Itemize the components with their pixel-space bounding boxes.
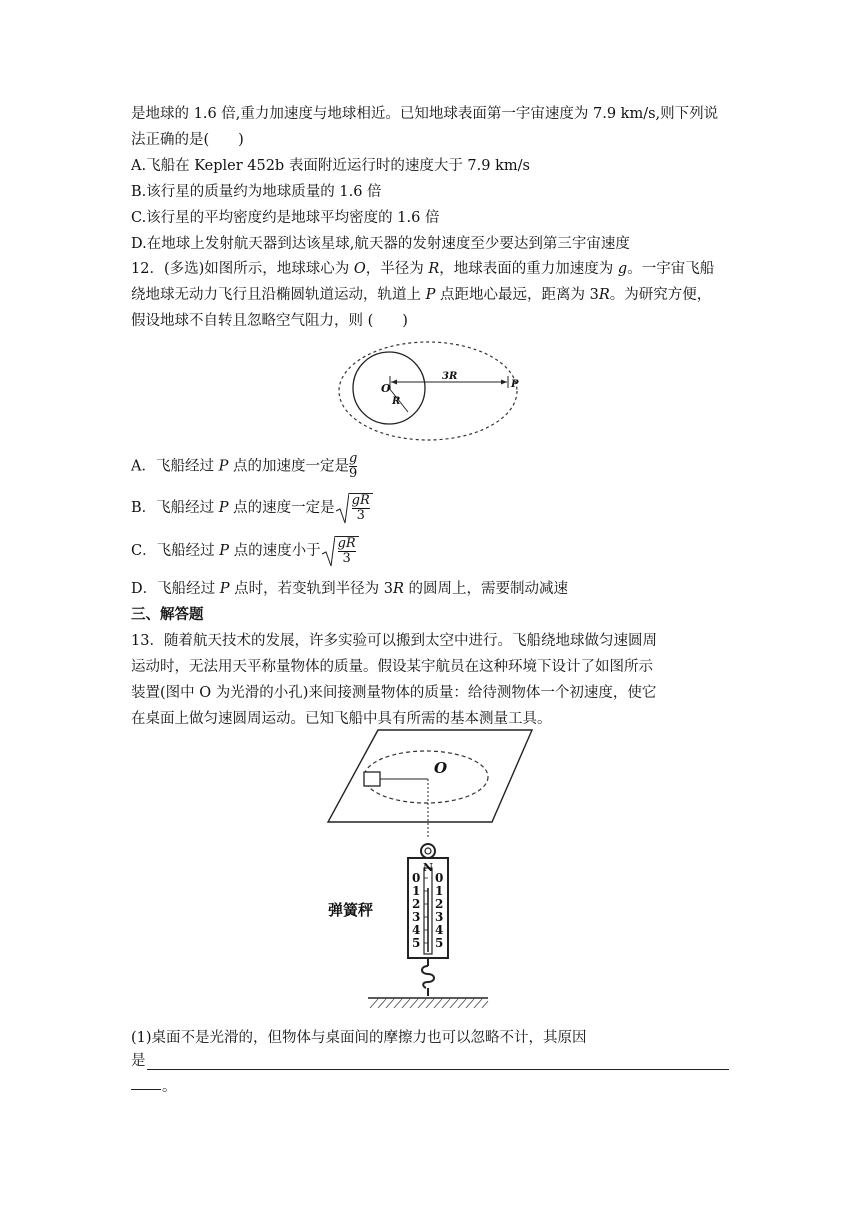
label-R: R <box>392 396 401 407</box>
q11-option-d: D.在地球上发射航天器到达该星球,航天器的发射速度至少要达到第三宇宙速度 <box>131 236 630 252</box>
scale-number: 4 <box>412 923 421 937</box>
q13-sub1-line-1: (1)桌面不是光滑的，但物体与桌面间的摩擦力也可以忽略不计，其原因 <box>131 1030 587 1046</box>
q11-stem-line-2: 法正确的是( ) <box>131 132 244 148</box>
scale-number: 5 <box>412 936 421 950</box>
q11-option-b: B.该行星的质量约为地球质量的 1.6 倍 <box>131 184 382 200</box>
answer-blank-line-1[interactable] <box>147 1069 729 1070</box>
scale-number: 5 <box>435 936 444 950</box>
scale-number: 0 <box>412 871 421 885</box>
scale-number: 2 <box>412 897 421 911</box>
object-block <box>364 772 380 786</box>
scale-number: 4 <box>435 923 444 937</box>
elliptical-orbit <box>339 342 517 440</box>
q13-stem-line-2: 运动时，无法用天平称量物体的质量。假设某宇航员在这种环境下设计了如图所示 <box>131 659 653 675</box>
q12-option-b: B．飞船经过 P 点的速度一定是 $\frac{gR}{3}$ <box>131 492 373 528</box>
scale-number: 0 <box>435 871 444 885</box>
q12-option-c: C．飞船经过 P 点的速度小于 $\frac{gR}{3}$ <box>131 535 359 571</box>
scale-numbers-left <box>412 871 420 950</box>
spring-scale-label: 弹簧秤 <box>328 901 374 919</box>
sqrt-gR-over-3: $\frac{gR}{3}$ <box>321 535 359 567</box>
spring-scale-figure <box>320 728 540 1018</box>
scale-hook <box>422 966 434 988</box>
arrow-head-left <box>391 380 397 385</box>
orbit-figure <box>336 340 536 445</box>
q11-option-c: C.该行星的平均密度约是地球平均密度的 1.6 倍 <box>131 210 440 226</box>
answer-blank-line-2[interactable] <box>131 1089 161 1090</box>
q13-stem-line-1: 13．随着航天技术的发展，许多实验可以搬到太空中进行。飞船绕地球做匀速圆周 <box>131 633 657 649</box>
label-O: O <box>381 382 391 395</box>
scale-number: 3 <box>412 910 421 924</box>
q12-stem-line-1: 12．(多选)如图所示，地球球心为 O，半径为 R，地球表面的重力加速度为 g。一宇宙飞船 <box>131 261 715 277</box>
scale-number: 3 <box>435 910 444 924</box>
q11-option-a: A.飞船在 Kepler 452b 表面附近运行时的速度大于 7.9 km/s <box>131 158 530 174</box>
scale-number: 1 <box>412 884 421 898</box>
scale-top-ring <box>421 844 435 858</box>
scale-numbers-right <box>435 871 443 950</box>
q13-stem-line-4: 在桌面上做匀速圆周运动。已知飞船中具有所需的基本测量工具。 <box>131 711 552 727</box>
q11-stem-line-1: 是地球的 1.6 倍,重力加速度与地球相近。已知地球表面第一宇宙速度为 7.9 km/s,则下列说 <box>131 106 719 122</box>
scale-unit-N: N <box>423 861 434 874</box>
label-3R: 3R <box>442 371 458 382</box>
scale-number: 1 <box>435 884 444 898</box>
sqrt-gR-over-3: $\frac{gR}{3}$ <box>335 492 373 524</box>
q12-stem-line-3: 假设地球不自转且忽略空气阻力，则 ( ) <box>131 313 408 329</box>
scale-number: 2 <box>435 897 444 911</box>
q12-stem-line-2: 绕地球无动力飞行且沿椭圆轨道运动，轨道上 P 点距地心最远，距离为 3R。为研究方便， <box>131 287 712 303</box>
fraction-g-over-9: $\frac{g}{9}$ <box>348 451 358 481</box>
radical-sign-icon <box>321 535 335 567</box>
q13-sub1-end: 。 <box>162 1079 177 1095</box>
table-surface <box>328 730 532 822</box>
label-O: O <box>434 759 448 777</box>
q12-option-d: D．飞船经过 P 点时，若变轨到半径为 3R 的圆周上，需要制动减速 <box>131 581 568 597</box>
circular-path <box>364 751 488 803</box>
section-heading: 三、解答题 <box>131 607 204 623</box>
radical-sign-icon <box>335 492 349 524</box>
q12-option-a: A．飞船经过 P 点的加速度一定是 $\frac{g}{9}$ <box>131 451 358 481</box>
arrow-head-right <box>501 380 507 385</box>
q13-sub1-line-2: 是 <box>131 1053 146 1069</box>
q13-stem-line-3: 装置(图中 O 为光滑的小孔)来间接测量物体的质量：给待测物体一个初速度，使它 <box>131 685 657 701</box>
label-P: P <box>511 379 519 390</box>
